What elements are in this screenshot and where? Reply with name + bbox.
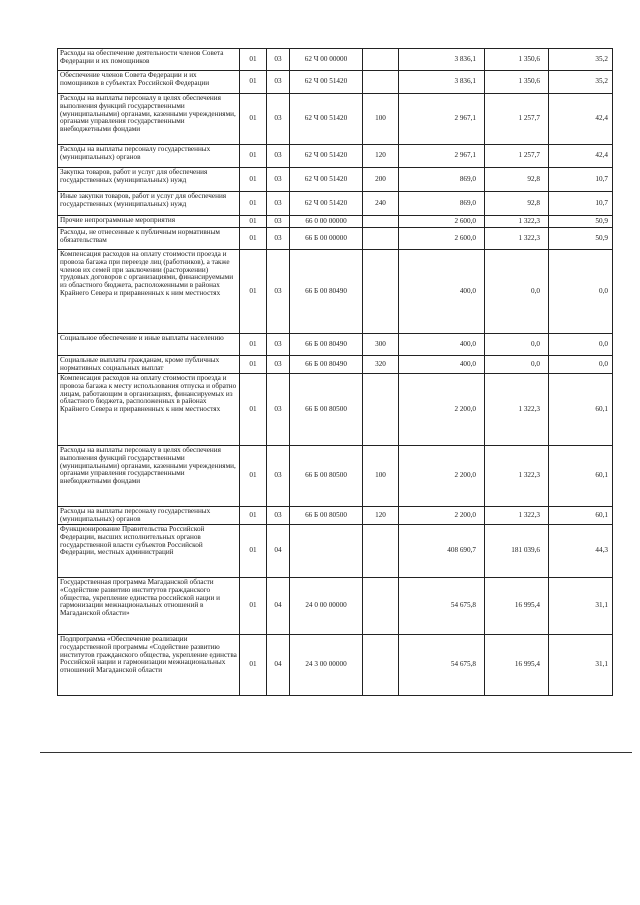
cell-section: 01: [240, 71, 267, 94]
cell-item-name: Расходы на выплаты персоналу государственных (муниципальных) органов: [58, 507, 240, 525]
cell-item-name: Подпрограмма «Обеспечение реализации государственной программы «Содействие развитию институтов гражданского общества, укрепление единства Российской нации и гармонизации межнациональных отношений Магаданской области: [58, 635, 240, 696]
table-row: [58, 446, 613, 507]
table-row: [58, 192, 613, 216]
budget-execution-table: [57, 48, 613, 696]
cell-section: 01: [240, 49, 267, 71]
cell-item-name: Расходы на выплаты персоналу в целях обеспечения выполнения функций государственными (муниципальными) органами, казенными учреждениями, органами управления государственными внебюджетными фондами: [58, 94, 240, 145]
cell-target-code: 24 0 00 00000: [290, 578, 363, 635]
cell-percent-executed: 42,4: [549, 145, 613, 168]
cell-plan-amount: 2 200,0: [399, 507, 485, 525]
cell-expense-type: 240: [363, 192, 399, 216]
cell-plan-amount: 869,0: [399, 168, 485, 192]
cell-target-code: 62 Ч 00 51420: [290, 192, 363, 216]
cell-percent-executed: 31,1: [549, 635, 613, 696]
table-row: [58, 578, 613, 635]
cell-item-name: Расходы, не отнесенные к публичным нормативным обязательствам: [58, 228, 240, 250]
cell-percent-executed: 50,9: [549, 228, 613, 250]
table-row: [58, 525, 613, 578]
cell-item-name: Обеспечение членов Совета Федерации и их помощников в субъектах Российской Федерации: [58, 71, 240, 94]
cell-section: 01: [240, 374, 267, 446]
cell-percent-executed: 60,1: [549, 507, 613, 525]
cell-plan-amount: 3 836,1: [399, 71, 485, 94]
table-row: [58, 168, 613, 192]
cell-section: 01: [240, 250, 267, 334]
cell-actual-amount: 1 350,6: [485, 71, 549, 94]
cell-section: 01: [240, 356, 267, 374]
cell-plan-amount: 400,0: [399, 356, 485, 374]
cell-subsection: 03: [267, 446, 290, 507]
cell-plan-amount: 54 675,8: [399, 578, 485, 635]
table-row: [58, 145, 613, 168]
cell-item-name: Компенсация расходов на оплату стоимости проезда и провоза багажа к месту использования отпуска и обратно лицам, работающим в организациях, финансируемых из областного бюджета, расположенных в районах Крайнего Севера и приравненных к ним местностях: [58, 374, 240, 446]
cell-plan-amount: 2 200,0: [399, 374, 485, 446]
cell-plan-amount: 2 600,0: [399, 216, 485, 228]
cell-plan-amount: 400,0: [399, 250, 485, 334]
cell-percent-executed: 60,1: [549, 374, 613, 446]
cell-subsection: 03: [267, 250, 290, 334]
cell-expense-type: 320: [363, 356, 399, 374]
cell-plan-amount: 2 200,0: [399, 446, 485, 507]
cell-plan-amount: 3 836,1: [399, 49, 485, 71]
cell-subsection: 03: [267, 228, 290, 250]
cell-expense-type: [363, 71, 399, 94]
table-row: [58, 356, 613, 374]
cell-section: 01: [240, 446, 267, 507]
cell-percent-executed: 10,7: [549, 168, 613, 192]
cell-section: 01: [240, 94, 267, 145]
cell-item-name: Функционирование Правительства Российской Федерации, высших исполнительных органов государственной власти субъектов Российской Федерации, местных администраций: [58, 525, 240, 578]
table-row: [58, 216, 613, 228]
cell-item-name: Закупка товаров, работ и услуг для обеспечения государственных (муниципальных) нужд: [58, 168, 240, 192]
cell-expense-type: [363, 374, 399, 446]
cell-actual-amount: 16 995,4: [485, 635, 549, 696]
cell-target-code: 62 Ч 00 51420: [290, 71, 363, 94]
cell-plan-amount: 2 967,1: [399, 145, 485, 168]
cell-expense-type: 120: [363, 145, 399, 168]
page-divider-line: [40, 752, 632, 753]
cell-plan-amount: 2 600,0: [399, 228, 485, 250]
cell-subsection: 03: [267, 507, 290, 525]
cell-item-name: Расходы на выплаты персоналу в целях обеспечения выполнения функций государственными (муниципальными) органами, казенными учреждениями, органами управления государственными внебюджетными фондами: [58, 446, 240, 507]
cell-target-code: 66 Б 00 80490: [290, 250, 363, 334]
cell-subsection: 03: [267, 192, 290, 216]
cell-section: 01: [240, 525, 267, 578]
cell-expense-type: [363, 578, 399, 635]
cell-expense-type: 100: [363, 446, 399, 507]
cell-actual-amount: 1 257,7: [485, 94, 549, 145]
cell-actual-amount: 92,8: [485, 168, 549, 192]
cell-item-name: Социальное обеспечение и иные выплаты населению: [58, 334, 240, 356]
cell-percent-executed: 44,3: [549, 525, 613, 578]
cell-section: 01: [240, 192, 267, 216]
cell-actual-amount: 92,8: [485, 192, 549, 216]
cell-subsection: 03: [267, 49, 290, 71]
cell-actual-amount: 0,0: [485, 250, 549, 334]
cell-actual-amount: 1 322,3: [485, 228, 549, 250]
cell-plan-amount: 400,0: [399, 334, 485, 356]
cell-item-name: Расходы на обеспечение деятельности членов Совета Федерации и их помощников: [58, 49, 240, 71]
cell-target-code: 66 Б 00 80500: [290, 446, 363, 507]
cell-expense-type: [363, 525, 399, 578]
table-row: [58, 71, 613, 94]
cell-item-name: Компенсация расходов на оплату стоимости проезда и провоза багажа при переезде лиц (работников), а также членов их семей при заключении (расторжении) трудовых договоров с организациями, финансируемыми из областного бюджета, расположенными в районах Крайнего Севера и приравненных к ним местностях: [58, 250, 240, 334]
cell-item-name: Прочие непрограммные мероприятия: [58, 216, 240, 228]
cell-percent-executed: 60,1: [549, 446, 613, 507]
cell-subsection: 03: [267, 71, 290, 94]
cell-item-name: Социальные выплаты гражданам, кроме публичных нормативных социальных выплат: [58, 356, 240, 374]
cell-expense-type: [363, 216, 399, 228]
cell-subsection: 04: [267, 578, 290, 635]
cell-plan-amount: 2 967,1: [399, 94, 485, 145]
cell-plan-amount: 54 675,8: [399, 635, 485, 696]
cell-target-code: 66 Б 00 80500: [290, 507, 363, 525]
cell-section: 01: [240, 334, 267, 356]
cell-subsection: 03: [267, 334, 290, 356]
cell-expense-type: [363, 635, 399, 696]
cell-subsection: 03: [267, 168, 290, 192]
table-body: [58, 49, 613, 696]
cell-target-code: [290, 525, 363, 578]
cell-percent-executed: 50,9: [549, 216, 613, 228]
cell-target-code: 66 Б 00 80490: [290, 334, 363, 356]
cell-percent-executed: 0,0: [549, 334, 613, 356]
cell-item-name: Расходы на выплаты персоналу государственных (муниципальных) органов: [58, 145, 240, 168]
cell-expense-type: [363, 250, 399, 334]
cell-percent-executed: 35,2: [549, 49, 613, 71]
cell-plan-amount: 408 690,7: [399, 525, 485, 578]
cell-actual-amount: 1 322,3: [485, 374, 549, 446]
cell-target-code: 62 Ч 00 51420: [290, 94, 363, 145]
table-row: [58, 507, 613, 525]
cell-actual-amount: 1 322,3: [485, 446, 549, 507]
cell-subsection: 04: [267, 525, 290, 578]
cell-percent-executed: 0,0: [549, 356, 613, 374]
table-row: [58, 94, 613, 145]
table-row: [58, 334, 613, 356]
cell-item-name: Государственная программа Магаданской области «Содействие развитию институтов гражданского общества, укрепление единства российской нации и гармонизации межнациональных отношений в Магаданской области»: [58, 578, 240, 635]
cell-percent-executed: 35,2: [549, 71, 613, 94]
table-row: [58, 228, 613, 250]
cell-target-code: 66 Б 00 80490: [290, 356, 363, 374]
cell-target-code: 62 Ч 00 51420: [290, 145, 363, 168]
cell-actual-amount: 0,0: [485, 334, 549, 356]
cell-target-code: 62 Ч 00 51420: [290, 168, 363, 192]
cell-plan-amount: 869,0: [399, 192, 485, 216]
cell-percent-executed: 10,7: [549, 192, 613, 216]
cell-actual-amount: 16 995,4: [485, 578, 549, 635]
cell-percent-executed: 31,1: [549, 578, 613, 635]
table-row: [58, 49, 613, 71]
cell-target-code: 62 Ч 00 00000: [290, 49, 363, 71]
cell-actual-amount: 1 322,3: [485, 507, 549, 525]
table-row: [58, 250, 613, 334]
cell-section: 01: [240, 168, 267, 192]
cell-section: 01: [240, 578, 267, 635]
cell-section: 01: [240, 145, 267, 168]
cell-expense-type: 300: [363, 334, 399, 356]
cell-item-name: Иные закупки товаров, работ и услуг для обеспечения государственных (муниципальных) нужд: [58, 192, 240, 216]
cell-subsection: 03: [267, 374, 290, 446]
cell-section: 01: [240, 507, 267, 525]
cell-percent-executed: 0,0: [549, 250, 613, 334]
cell-target-code: 66 Б 00 00000: [290, 228, 363, 250]
cell-actual-amount: 1 322,3: [485, 216, 549, 228]
cell-subsection: 03: [267, 216, 290, 228]
cell-target-code: 24 3 00 00000: [290, 635, 363, 696]
cell-expense-type: [363, 49, 399, 71]
cell-subsection: 03: [267, 145, 290, 168]
cell-section: 01: [240, 635, 267, 696]
cell-expense-type: 120: [363, 507, 399, 525]
table-row: [58, 374, 613, 446]
cell-section: 01: [240, 216, 267, 228]
cell-expense-type: [363, 228, 399, 250]
cell-target-code: 66 Б 00 80500: [290, 374, 363, 446]
cell-actual-amount: 181 039,6: [485, 525, 549, 578]
cell-expense-type: 200: [363, 168, 399, 192]
cell-actual-amount: 1 350,6: [485, 49, 549, 71]
cell-percent-executed: 42,4: [549, 94, 613, 145]
cell-subsection: 04: [267, 635, 290, 696]
table-row: [58, 635, 613, 696]
cell-actual-amount: 0,0: [485, 356, 549, 374]
cell-subsection: 03: [267, 356, 290, 374]
cell-subsection: 03: [267, 94, 290, 145]
cell-actual-amount: 1 257,7: [485, 145, 549, 168]
cell-expense-type: 100: [363, 94, 399, 145]
cell-target-code: 66 0 00 00000: [290, 216, 363, 228]
cell-section: 01: [240, 228, 267, 250]
